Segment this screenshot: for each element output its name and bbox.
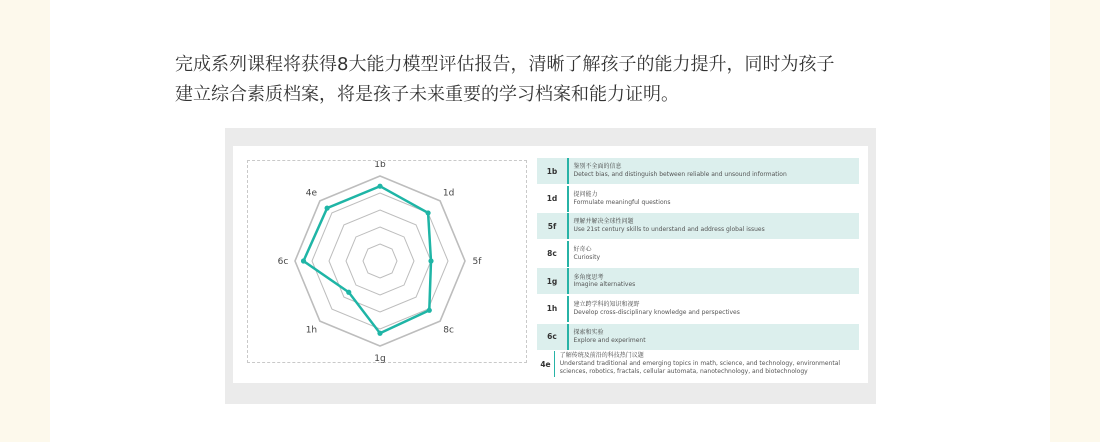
radar-grid-ring xyxy=(346,227,414,295)
legend-texts xyxy=(569,301,740,317)
radar-point-1h xyxy=(346,290,351,295)
legend-code: 1h xyxy=(546,304,558,314)
radar-axis-label-5f: 5f xyxy=(472,257,482,267)
legend-row-8c xyxy=(537,241,859,267)
legend-label-en: Curiosity xyxy=(573,253,600,261)
legend-label-zh: 了解传统及前沿的科技热门议题 xyxy=(559,352,644,360)
radar-chart xyxy=(248,161,528,364)
radar-point-1g xyxy=(377,331,382,336)
radar-grid-ring xyxy=(295,176,465,346)
legend-label-en: Use 21st century skills to understand and address global issues xyxy=(573,226,765,234)
legend-label-en: Develop cross-disciplinary knowledge and perspectives xyxy=(573,308,740,316)
legend-code: 8c xyxy=(547,249,557,259)
legend-row-1g xyxy=(537,268,859,294)
legend-code: 4e xyxy=(540,359,551,369)
legend-label-en: Imagine alternatives xyxy=(573,281,636,289)
radar-point-5f xyxy=(428,258,433,263)
legend-code: 1b xyxy=(546,166,558,176)
legend-row-6c xyxy=(537,324,859,350)
legend-texts xyxy=(569,218,765,234)
legend-row-1b xyxy=(537,158,859,184)
legend-row-1d xyxy=(537,186,859,212)
legend-texts xyxy=(555,352,859,375)
radar-axis-label-6c: 6c xyxy=(277,257,289,267)
radar-axis-label-1h: 1h xyxy=(305,325,318,336)
legend-texts xyxy=(569,191,671,207)
content-card xyxy=(50,0,1050,442)
legend-texts xyxy=(569,329,646,345)
legend-label-zh: 好奇心 xyxy=(573,245,592,253)
legend-row-5f xyxy=(537,213,859,239)
legend-label-zh: 探索和实验 xyxy=(573,328,604,336)
radar-point-1d xyxy=(425,210,430,215)
legend-texts xyxy=(569,246,601,262)
radar-axis-label-1g: 1g xyxy=(374,354,386,364)
intro-line-1: 完成系列课程将获得8大能力模型评估报告，清晰了解孩子的能力提升，同时为孩子 xyxy=(175,54,835,75)
legend-label-zh: 建立跨学科的知识和视野 xyxy=(573,301,640,309)
legend-code: 6c xyxy=(547,332,557,342)
radar-point-6c xyxy=(301,258,306,263)
legend-label-en: Formulate meaningful questions xyxy=(573,198,671,206)
legend-label-en: Detect bias, and distinguish between reliable and unsound information xyxy=(573,171,787,178)
report-panel xyxy=(233,146,868,383)
legend-label-zh: 理解并解决全球性问题 xyxy=(573,218,634,226)
radar-point-1b xyxy=(377,184,382,189)
radar-axis-label-8c: 8c xyxy=(443,325,454,336)
intro-paragraph xyxy=(175,50,935,110)
legend-label-en: Explore and experiment xyxy=(573,336,646,344)
legend-code: 5f xyxy=(547,221,557,231)
legend-label-zh: 鉴别不全面的信息 xyxy=(573,163,622,171)
legend-label-zh: 提问能力 xyxy=(573,190,598,198)
radar-axis-label-1b: 1b xyxy=(374,161,386,170)
legend-row-1h xyxy=(537,296,859,322)
ability-report-figure xyxy=(225,128,876,404)
radar-axis-label-1d: 1d xyxy=(442,188,455,199)
legend-row-4e xyxy=(537,351,859,377)
legend-code: 1d xyxy=(546,194,558,204)
radar-grid-ring xyxy=(363,244,397,278)
ability-legend xyxy=(537,158,859,379)
legend-texts xyxy=(569,163,787,179)
legend-texts xyxy=(569,274,636,290)
intro-line-2: 建立综合素质档案，将是孩子未来重要的学习档案和能力证明。 xyxy=(175,84,679,105)
radar-point-8c xyxy=(427,308,432,313)
legend-label-zh: 多角度思考 xyxy=(573,273,604,281)
radar-series-line xyxy=(304,186,432,333)
legend-label-en: Understand traditional and emerging topics in math, science, and technology, environmental sciences, robotics, fractals, cellular automata, nanotechnology, and biotechnology xyxy=(559,360,841,376)
radar-axis-label-4e: 4e xyxy=(305,188,318,199)
radar-point-4e xyxy=(325,206,330,211)
radar-chart-frame xyxy=(247,160,527,363)
radar-grid-ring xyxy=(329,210,431,312)
legend-code: 1g xyxy=(546,276,558,286)
